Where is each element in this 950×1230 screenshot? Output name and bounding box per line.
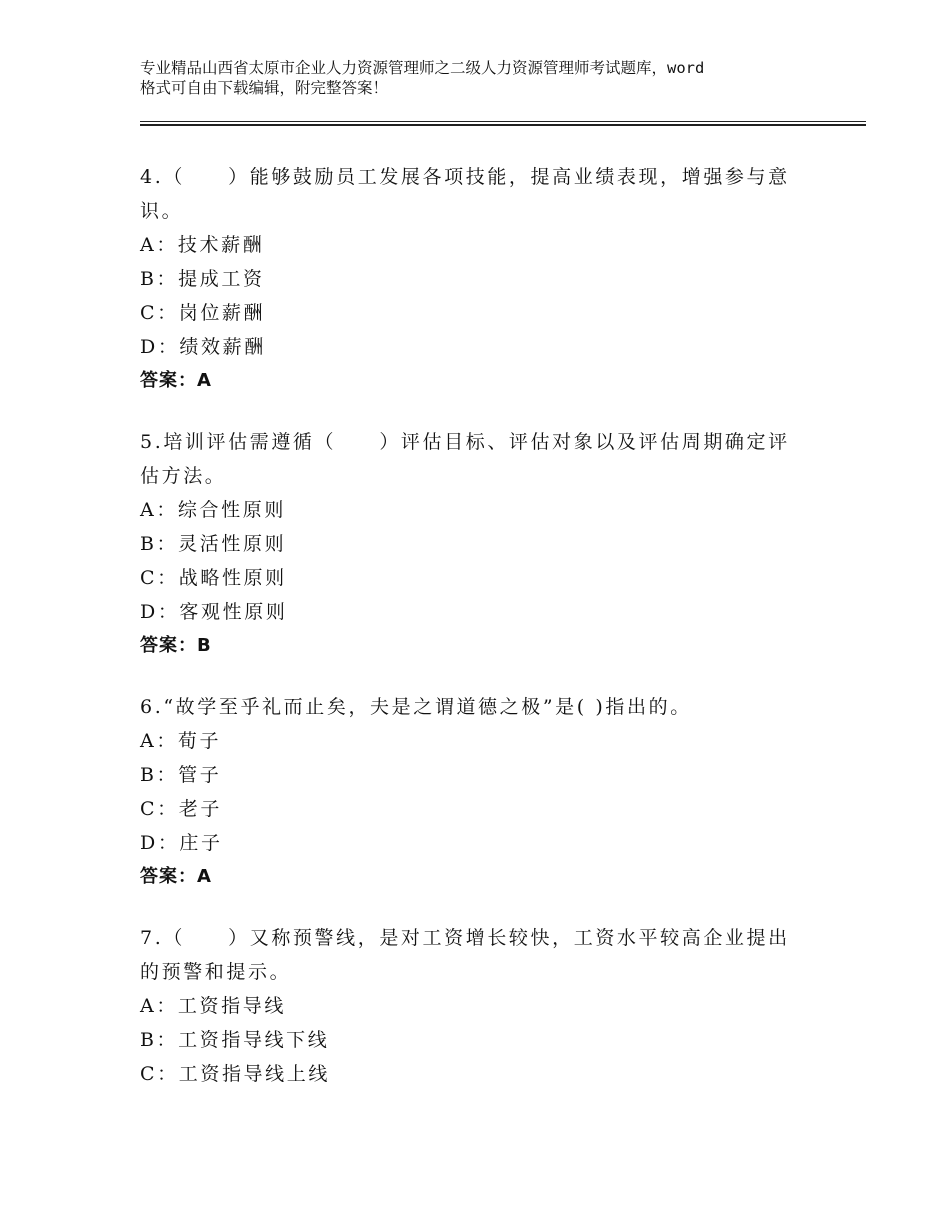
question-stem: 4.（ ）能够鼓励员工发展各项技能，提高业绩表现，增强参与意识。	[140, 166, 790, 222]
option-c: C：工资指导线上线	[140, 1063, 330, 1085]
option-c: C：岗位薪酬	[140, 302, 266, 324]
header-divider	[140, 121, 866, 122]
option-a: A：荀子	[140, 730, 222, 752]
document-header	[140, 58, 840, 98]
answer: 答案：A	[140, 370, 212, 391]
option-c: C：战略性原则	[140, 567, 287, 589]
option-d: D：绩效薪酬	[140, 336, 266, 358]
option-b: B：提成工资	[140, 268, 265, 290]
question-6	[140, 690, 820, 894]
option-a: A：技术薪酬	[140, 234, 265, 256]
option-b: B：工资指导线下线	[140, 1029, 330, 1051]
question-5	[140, 425, 820, 663]
option-d: D：客观性原则	[140, 601, 288, 623]
question-7	[140, 921, 820, 1091]
option-a: A：工资指导线	[140, 995, 286, 1017]
answer: 答案：A	[140, 866, 212, 887]
question-list	[140, 160, 820, 1118]
answer: 答案：B	[140, 635, 212, 656]
question-stem: 6.“故学至乎礼而止矣，夫是之谓道德之极”是( )指出的。	[140, 696, 692, 718]
option-b: B：管子	[140, 764, 222, 786]
option-d: D：庄子	[140, 832, 223, 854]
header-line-1: 专业精品山西省太原市企业人力资源管理师之二级人力资源管理师考试题库，word	[140, 59, 705, 77]
question-stem: 5.培训评估需遵循（ ）评估目标、评估对象以及评估周期确定评估方法。	[140, 431, 790, 487]
header-line-2: 格式可自由下载编辑，附完整答案！	[140, 79, 389, 97]
option-a: A：综合性原则	[140, 499, 286, 521]
option-b: B：灵活性原则	[140, 533, 287, 555]
question-stem: 7.（ ）又称预警线，是对工资增长较快，工资水平较高企业提出的预警和提示。	[140, 927, 790, 983]
option-c: C：老子	[140, 798, 222, 820]
header-divider-thick	[140, 124, 866, 126]
question-4	[140, 160, 820, 398]
